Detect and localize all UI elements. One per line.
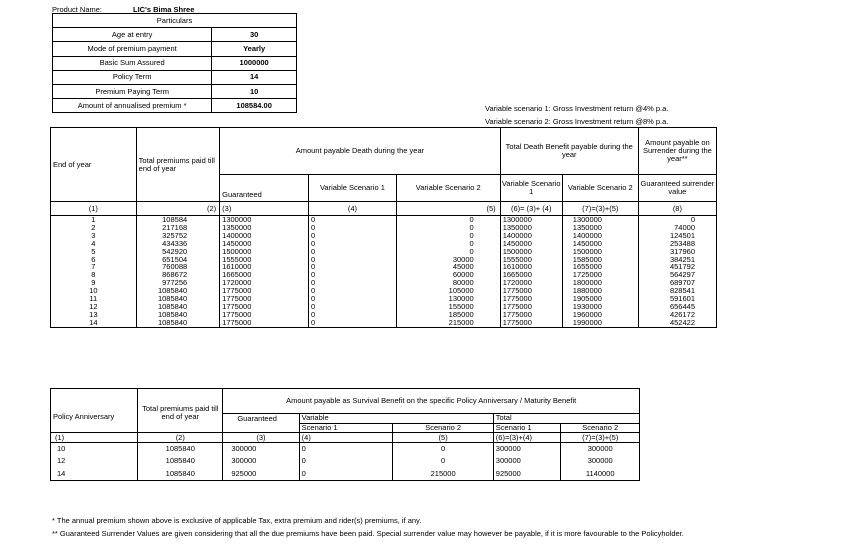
- particulars-label: Premium Paying Term: [53, 84, 212, 98]
- table-cell: 1725000: [562, 271, 638, 279]
- table-cell: 0: [396, 248, 500, 256]
- table-cell: 0: [309, 256, 397, 264]
- particulars-label: Age at entry: [53, 28, 212, 42]
- table-cell: 1500000: [220, 248, 309, 256]
- table-cell: 0: [309, 319, 397, 327]
- scenario-1-note: Variable scenario 1: Gross Investment return @4% p.a.: [485, 104, 669, 113]
- table-row: [51, 240, 717, 248]
- table-cell: 12: [51, 303, 137, 311]
- table-cell: 1585000: [562, 256, 638, 264]
- table-cell: 1085840: [138, 467, 223, 481]
- table-cell: 325752: [136, 232, 220, 240]
- table-cell: 0: [299, 443, 393, 456]
- table-cell: 1775000: [220, 319, 309, 327]
- table-row: [51, 271, 717, 279]
- table-cell: 1140000: [561, 467, 640, 481]
- surv-col-number: (2): [138, 433, 223, 443]
- particulars-label: Basic Sum Assured: [53, 56, 212, 70]
- table-cell: 1775000: [220, 311, 309, 319]
- table-cell: 1665000: [220, 271, 309, 279]
- table-cell: 1720000: [500, 279, 562, 287]
- table-row: [51, 287, 717, 295]
- table-cell: 1400000: [562, 232, 638, 240]
- surv-header-guaranteed: Guaranteed: [223, 414, 299, 424]
- table-cell: 0: [393, 443, 493, 456]
- table-cell: 74000: [638, 224, 716, 232]
- header-surrender-group: Amount payable on Surrender during the year**: [638, 128, 716, 175]
- table-row: [51, 224, 717, 232]
- table-cell: 1085840: [136, 295, 220, 303]
- header-gsv: Guaranteed surrender value: [638, 175, 716, 202]
- table-cell: 1775000: [500, 311, 562, 319]
- surv-col-number: (6)=(3)+(4): [493, 433, 561, 443]
- header-total-var-1: Variable Scenario 1: [500, 175, 562, 202]
- col-number: (5): [396, 202, 500, 216]
- table-row: [51, 443, 640, 456]
- table-cell: 300000: [223, 443, 299, 456]
- particulars-table: [52, 13, 297, 113]
- table-cell: 1450000: [562, 240, 638, 248]
- table-cell: 1400000: [500, 232, 562, 240]
- table-cell: 0: [396, 232, 500, 240]
- header-end-of-year: End of year: [51, 128, 137, 202]
- col-number: (8): [638, 202, 716, 216]
- table-cell: 1500000: [562, 248, 638, 256]
- table-cell: 1665000: [500, 271, 562, 279]
- col-number: (3): [220, 202, 309, 216]
- surv-header-scenario-1: Scenario 1: [299, 423, 393, 433]
- table-cell: 0: [309, 295, 397, 303]
- particulars-value: 30: [212, 28, 297, 42]
- table-cell: 1300000: [500, 216, 562, 224]
- table-row: [51, 216, 717, 224]
- table-cell: 1775000: [220, 287, 309, 295]
- table-cell: 7: [51, 263, 137, 271]
- table-cell: 215000: [393, 467, 493, 481]
- table-cell: 1085840: [136, 311, 220, 319]
- table-cell: 14: [51, 467, 138, 481]
- table-cell: 0: [396, 240, 500, 248]
- header-total-var-2: Variable Scenario 2: [562, 175, 638, 202]
- particulars-row: [53, 42, 297, 56]
- surv-header-variable: Variable: [299, 414, 493, 424]
- benefit-illustration-table: [50, 127, 717, 328]
- table-cell: 215000: [396, 319, 500, 327]
- table-row: [51, 319, 717, 327]
- table-cell: 253488: [638, 240, 716, 248]
- table-cell: 0: [299, 455, 393, 467]
- scenario-2-note: Variable scenario 2: Gross Investment return @8% p.a.: [485, 117, 669, 126]
- particulars-label: Policy Term: [53, 70, 212, 84]
- footnote-premium: * The annual premium shown above is exclusive of applicable Tax, extra premium and rider(s) premiums, if any.: [52, 516, 422, 525]
- table-cell: 1300000: [220, 216, 309, 224]
- table-cell: 9: [51, 279, 137, 287]
- table-cell: 0: [309, 240, 397, 248]
- table-cell: 1085840: [136, 287, 220, 295]
- col-number: (6)= (3)+ (4): [500, 202, 562, 216]
- table-cell: 1720000: [220, 279, 309, 287]
- table-cell: 10: [51, 443, 138, 456]
- table-cell: 0: [299, 467, 393, 481]
- table-row: [51, 256, 717, 264]
- survival-benefit-table: [50, 388, 640, 481]
- table-row: [51, 248, 717, 256]
- product-name-label: Product Name:: [52, 5, 103, 14]
- table-cell: 12: [51, 455, 138, 467]
- table-row: [51, 263, 717, 271]
- col-number: (2): [136, 202, 220, 216]
- table-cell: 0: [309, 279, 397, 287]
- surv-header-group: Amount payable as Survival Benefit on the specific Policy Anniversary / Maturity Benefit: [223, 389, 640, 414]
- particulars-row: [53, 56, 297, 70]
- table-cell: 1085840: [138, 455, 223, 467]
- table-row: [51, 303, 717, 311]
- particulars-row: [53, 84, 297, 98]
- particulars-label: Mode of premium payment: [53, 42, 212, 56]
- particulars-value: 10: [212, 84, 297, 98]
- table-cell: 1555000: [220, 256, 309, 264]
- table-cell: 8: [51, 271, 137, 279]
- table-cell: 130000: [396, 295, 500, 303]
- table-row: [51, 279, 717, 287]
- table-row: [51, 455, 640, 467]
- table-cell: 11: [51, 295, 137, 303]
- table-cell: 452422: [638, 319, 716, 327]
- table-cell: 0: [309, 287, 397, 295]
- table-cell: 1880000: [562, 287, 638, 295]
- table-cell: 434336: [136, 240, 220, 248]
- table-cell: 300000: [561, 455, 640, 467]
- table-cell: 2: [51, 224, 137, 232]
- table-cell: 60000: [396, 271, 500, 279]
- surv-header-total-scenario-2: Scenario 2: [561, 423, 640, 433]
- table-cell: 1905000: [562, 295, 638, 303]
- table-cell: 1775000: [500, 303, 562, 311]
- table-cell: 689707: [638, 279, 716, 287]
- table-cell: 0: [309, 271, 397, 279]
- footnote-surrender: ** Guaranteed Surrender Values are given considering that all the due premiums have been paid. Special surrender value may however be payable, if it is more favourable to the Policyholder.: [52, 529, 684, 538]
- header-death-group: Amount payable Death during the year: [220, 128, 501, 175]
- table-cell: 760088: [136, 263, 220, 271]
- table-cell: 542920: [136, 248, 220, 256]
- table-row: [51, 467, 640, 481]
- table-cell: 300000: [493, 443, 561, 456]
- table-cell: 1555000: [500, 256, 562, 264]
- table-cell: 1610000: [500, 263, 562, 271]
- header-total-death: Total Death Benefit payable during the year: [500, 128, 638, 175]
- table-cell: 656445: [638, 303, 716, 311]
- table-cell: 925000: [493, 467, 561, 481]
- table-cell: 1775000: [500, 319, 562, 327]
- table-cell: 185000: [396, 311, 500, 319]
- table-cell: 108584: [136, 216, 220, 224]
- table-cell: 80000: [396, 279, 500, 287]
- table-cell: 105000: [396, 287, 500, 295]
- header-total-premiums: Total premiums paid till end of year: [136, 128, 220, 202]
- table-cell: 300000: [223, 455, 299, 467]
- header-guaranteed: Guaranteed: [220, 175, 309, 202]
- particulars-label: Amount of annualised premium *: [53, 99, 212, 113]
- header-var-2: Variable Scenario 2: [396, 175, 500, 202]
- table-row: [51, 295, 717, 303]
- col-number: (1): [51, 202, 137, 216]
- particulars-value: 1000000: [212, 56, 297, 70]
- table-cell: 426172: [638, 311, 716, 319]
- table-cell: 451792: [638, 263, 716, 271]
- table-cell: 0: [309, 216, 397, 224]
- table-cell: 300000: [561, 443, 640, 456]
- col-number: (7)=(3)+(5): [562, 202, 638, 216]
- surv-col-number: (5): [393, 433, 493, 443]
- surv-header-total-scenario-1: Scenario 1: [493, 423, 561, 433]
- particulars-value: 14: [212, 70, 297, 84]
- particulars-row: [53, 70, 297, 84]
- table-cell: 1: [51, 216, 137, 224]
- surv-col-number: (1): [51, 433, 138, 443]
- table-cell: 1500000: [500, 248, 562, 256]
- table-cell: 13: [51, 311, 137, 319]
- table-cell: 6: [51, 256, 137, 264]
- table-cell: 0: [309, 232, 397, 240]
- table-cell: 384251: [638, 256, 716, 264]
- table-cell: 977256: [136, 279, 220, 287]
- table-cell: 1350000: [500, 224, 562, 232]
- table-cell: 4: [51, 240, 137, 248]
- table-cell: 1930000: [562, 303, 638, 311]
- particulars-row: [53, 28, 297, 42]
- table-cell: 651504: [136, 256, 220, 264]
- table-cell: 30000: [396, 256, 500, 264]
- product-name-value: LIC's Bima Shree: [133, 5, 195, 14]
- table-cell: 0: [309, 248, 397, 256]
- surv-col-number: (3): [223, 433, 299, 443]
- table-cell: 1085840: [136, 303, 220, 311]
- header-var-1: Variable Scenario 1: [309, 175, 397, 202]
- table-cell: 564297: [638, 271, 716, 279]
- table-row: [51, 311, 717, 319]
- table-cell: 0: [396, 216, 500, 224]
- table-cell: 1775000: [220, 303, 309, 311]
- table-cell: 0: [638, 216, 716, 224]
- table-cell: 0: [309, 311, 397, 319]
- table-cell: 1775000: [500, 287, 562, 295]
- table-cell: 1800000: [562, 279, 638, 287]
- surv-header-scenario-2: Scenario 2: [393, 423, 493, 433]
- surv-col-number: (4): [299, 433, 393, 443]
- particulars-value: Yearly: [212, 42, 297, 56]
- table-cell: 591601: [638, 295, 716, 303]
- table-cell: 1400000: [220, 232, 309, 240]
- table-cell: 828541: [638, 287, 716, 295]
- table-cell: 1775000: [500, 295, 562, 303]
- surv-header-total: Total: [493, 414, 639, 424]
- table-cell: 1350000: [562, 224, 638, 232]
- table-cell: 45000: [396, 263, 500, 271]
- particulars-row: [53, 99, 297, 113]
- table-cell: 1655000: [562, 263, 638, 271]
- table-cell: 3: [51, 232, 137, 240]
- table-cell: 5: [51, 248, 137, 256]
- table-cell: 217168: [136, 224, 220, 232]
- table-cell: 1450000: [500, 240, 562, 248]
- table-cell: 1450000: [220, 240, 309, 248]
- table-cell: 317960: [638, 248, 716, 256]
- table-cell: 300000: [493, 455, 561, 467]
- table-cell: 1990000: [562, 319, 638, 327]
- table-cell: 14: [51, 319, 137, 327]
- table-cell: 124501: [638, 232, 716, 240]
- table-cell: 0: [393, 455, 493, 467]
- particulars-heading: Particulars: [53, 14, 297, 28]
- col-number: (4): [309, 202, 397, 216]
- table-cell: 10: [51, 287, 137, 295]
- surv-header-total-premiums: Total premiums paid till end of year: [138, 389, 223, 424]
- table-cell: 925000: [223, 467, 299, 481]
- table-cell: 1350000: [220, 224, 309, 232]
- table-cell: 1960000: [562, 311, 638, 319]
- table-cell: 0: [309, 224, 397, 232]
- surv-col-number: (7)=(3)+(5): [561, 433, 640, 443]
- table-cell: 868672: [136, 271, 220, 279]
- table-cell: 0: [309, 303, 397, 311]
- table-cell: 155000: [396, 303, 500, 311]
- table-cell: 0: [396, 224, 500, 232]
- table-cell: 1775000: [220, 295, 309, 303]
- table-cell: 1085840: [138, 443, 223, 456]
- particulars-value: 108584.00: [212, 99, 297, 113]
- table-cell: 1085840: [136, 319, 220, 327]
- table-row: [51, 232, 717, 240]
- surv-header-policy-anniversary: Policy Anniversary: [51, 389, 138, 424]
- table-cell: 0: [309, 263, 397, 271]
- table-cell: 1300000: [562, 216, 638, 224]
- table-cell: 1610000: [220, 263, 309, 271]
